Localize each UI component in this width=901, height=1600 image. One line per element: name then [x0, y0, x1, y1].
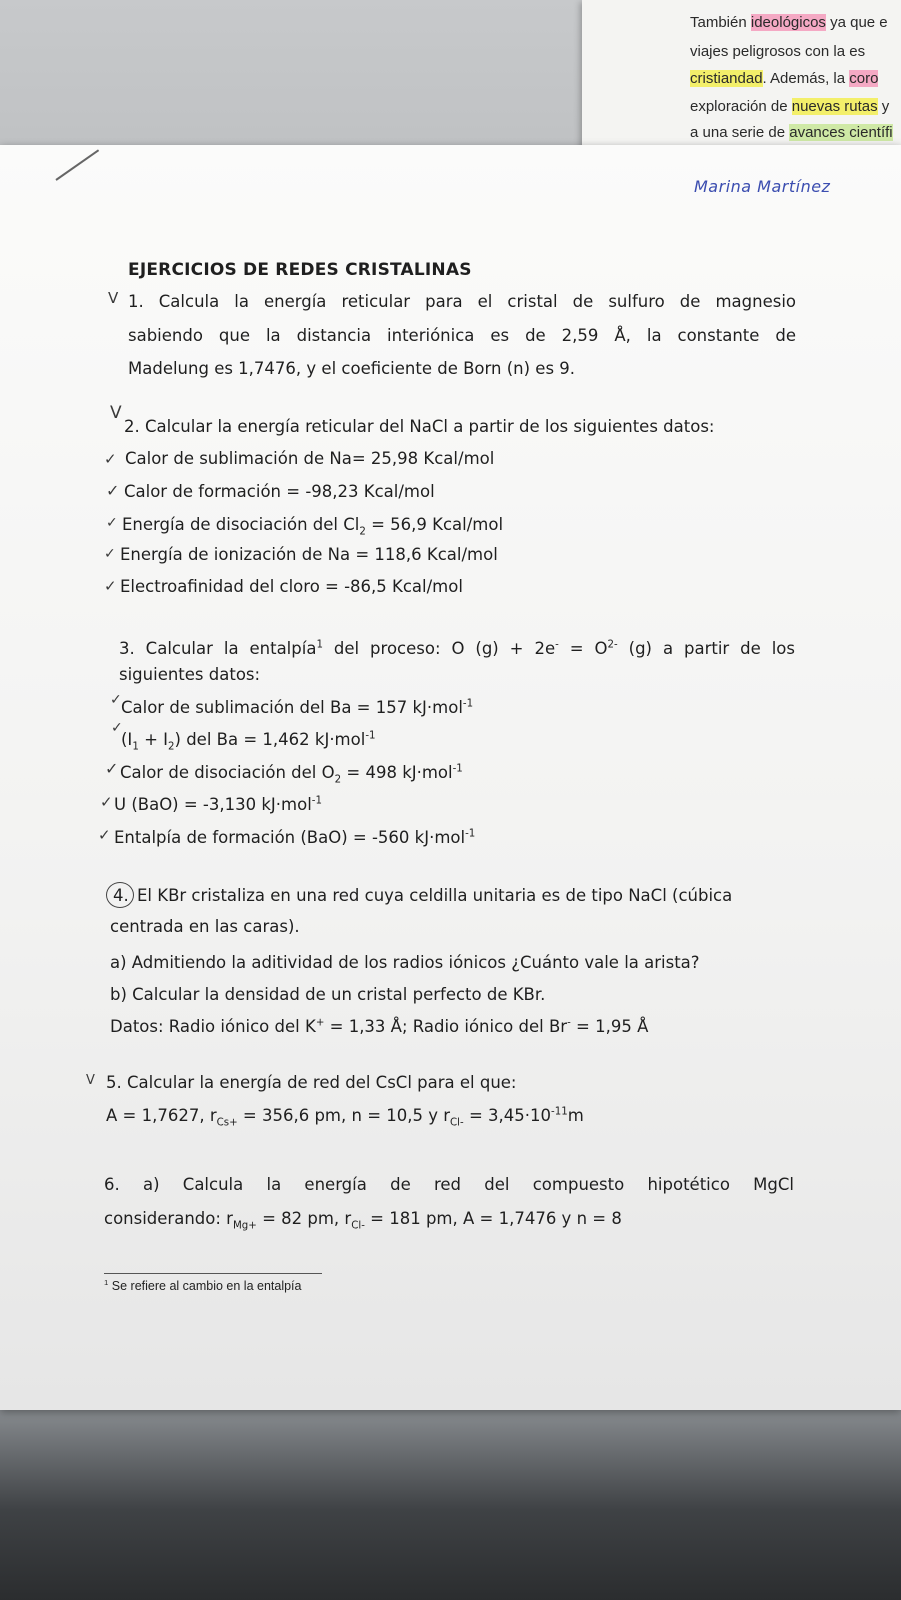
ex4-question-a: a) Admitiendo la aditividad de los radios iónicos ¿Cuánto vale la arista?	[110, 953, 700, 972]
check-mark: V	[108, 289, 119, 307]
ex1-line-1: 1. Calcula la energía reticular para el cristal de sulfuro de magnesio	[128, 292, 796, 311]
check-mark: V	[86, 1073, 95, 1088]
ex3-item-sublimacion: Calor de sublimación del Ba = 157 kJ·mol$^{-1}$	[121, 698, 474, 717]
ex5-line-2: A = 1,7627, $r_{Cs+} = 356,6$ pm, n = 10,5 y $r_{Cl-} = 3,45\cdot 10^{-11}m$	[106, 1106, 584, 1129]
background-line-4: exploración de nuevas rutas y	[690, 98, 890, 115]
ex3-item-ionizacion: $(I_1 + I_2)$ del Ba = 1,462 kJ·mol$^{-1}$	[121, 730, 376, 753]
exercise-sheet	[0, 145, 901, 1410]
ex4-number: 4.	[113, 886, 129, 905]
check-mark: ✓	[105, 759, 119, 778]
check-mark: ✓	[104, 546, 116, 562]
footnote: $^1$ Se refiere al cambio en la entalpía	[104, 1278, 302, 1294]
check-mark: ✓	[104, 450, 117, 468]
background-line-1: También ideológicos ya que e	[690, 14, 888, 31]
ex4-question-b: b) Calcular la densidad de un cristal perfecto de KBr.	[110, 985, 546, 1004]
background-line-3: cristiandad. Además, la coro	[690, 70, 879, 87]
ex3-item-reticular: U (BaO) = -3,130 kJ·mol$^{-1}$	[114, 795, 322, 814]
sheet-title: EJERCICIOS DE REDES CRISTALINAS	[128, 260, 472, 280]
ex1-line-2: sabiendo que la distancia interiónica es de 2,59 Å, la constante de	[128, 326, 796, 345]
ex3-item-formacion: Entalpía de formación (BaO) = -560 kJ·mol$^{-1}$	[114, 828, 476, 847]
background-line-5: a una serie de avances científi	[690, 124, 893, 141]
check-mark: ✓	[111, 720, 123, 736]
ex1-line-3: Madelung es 1,7476, y el coeficiente de Born (n) es 9.	[128, 359, 576, 378]
ex4-line-2: centrada en las caras).	[110, 917, 300, 936]
check-mark: ✓	[104, 577, 117, 595]
footnote-rule	[104, 1273, 322, 1274]
ex2-item-sublimacion: Calor de sublimación de Na= 25,98 Kcal/mol	[125, 449, 495, 468]
background-line-2: viajes peligrosos con la es	[690, 43, 866, 60]
background-page	[582, 0, 901, 150]
ex2-item-disociacion: Energía de disociación del $Cl_2 = 56,9$ Kcal/mol	[122, 515, 504, 538]
pen-stroke	[55, 149, 99, 180]
ex6-line-2: considerando: $r_{Mg+} = 82$ pm, $r_{Cl-} = 181$ pm, A = 1,7476 y n = 8	[104, 1209, 622, 1232]
ex3-line-2: siguientes datos:	[119, 665, 261, 684]
ex4-datos: Datos: Radio iónico del K+ = 1,33 Å; Radio iónico del Br- = 1,95 Å	[110, 1017, 649, 1036]
check-mark: ✓	[106, 515, 118, 531]
check-mark: V	[110, 403, 122, 423]
ex4-line-1: El KBr cristaliza en una red cuya celdilla unitaria es de tipo NaCl (cúbica	[137, 886, 733, 905]
background-floor	[0, 1400, 901, 1600]
check-mark: ✓	[98, 826, 111, 844]
ex6-line-1: 6. a) Calcula la energía de red del compuesto hipotético MgCl	[104, 1175, 794, 1194]
ex2-statement: 2. Calcular la energía reticular del NaCl a partir de los siguientes datos:	[124, 417, 715, 436]
check-mark: ✓	[100, 793, 113, 811]
ex2-item-formacion: Calor de formación = -98,23 Kcal/mol	[124, 482, 435, 501]
check-mark: ✓	[106, 481, 120, 500]
ex2-item-ionizacion: Energía de ionización de Na = 118,6 Kcal/mol	[120, 545, 498, 564]
ex3-line-1: 3. Calcular la entalpía$^1$ del proceso: O $(g) + 2e^- = O^{2-}$ (g) a partir de los	[119, 639, 795, 658]
ex3-item-disociacion: Calor de disociación del $O_2 = 498$ kJ·mol$^{-1}$	[120, 763, 463, 786]
check-mark: ✓	[110, 692, 122, 708]
ex5-line-1: 5. Calcular la energía de red del CsCl para el que:	[106, 1073, 517, 1092]
author-signature: Marina Martínez	[694, 177, 831, 196]
ex2-item-electroafinidad: Electroafinidad del cloro = -86,5 Kcal/mol	[120, 577, 463, 596]
